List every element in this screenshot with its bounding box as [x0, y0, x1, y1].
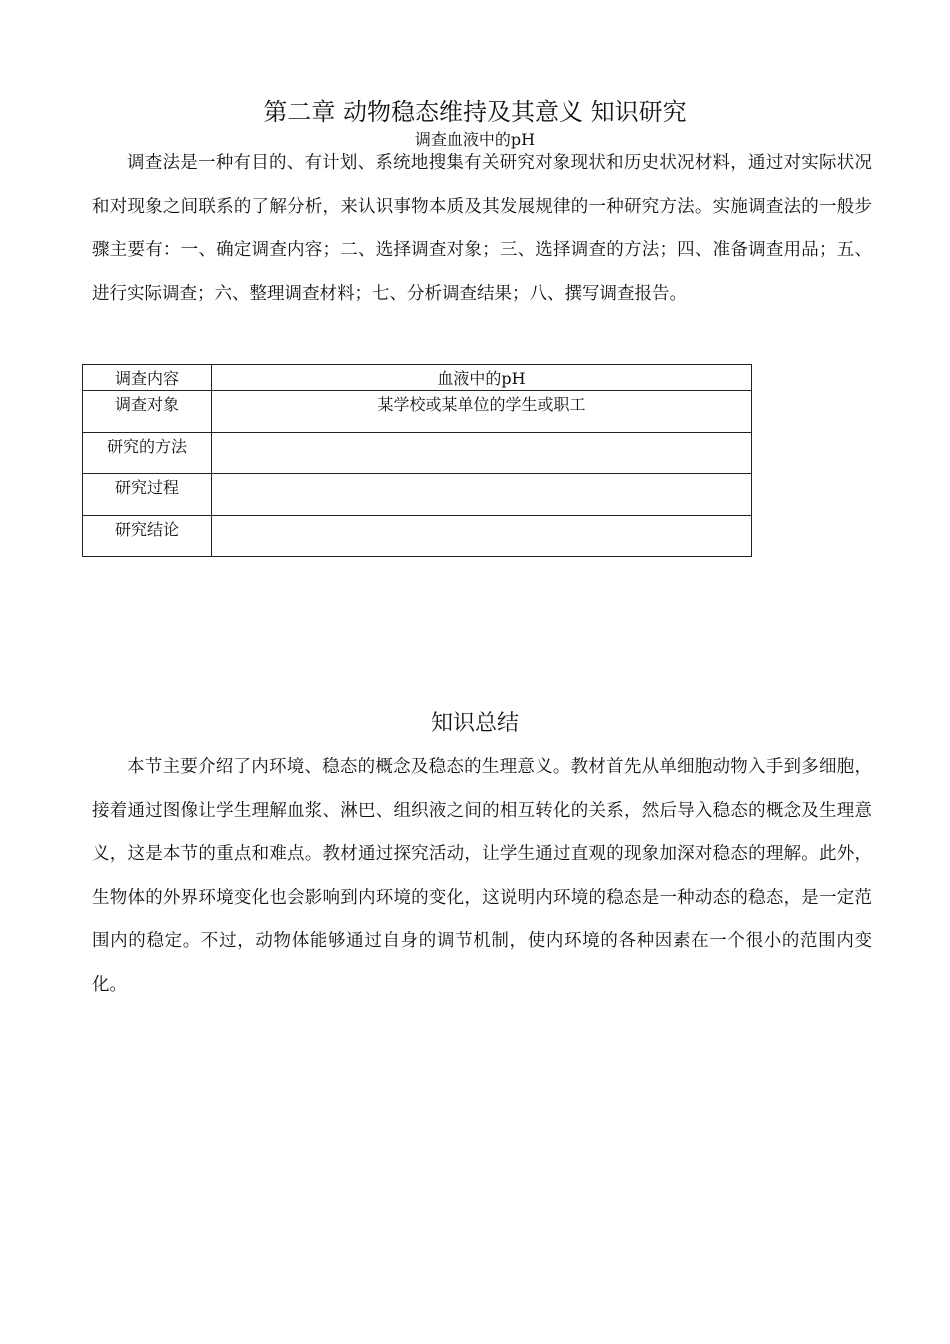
row-value	[212, 516, 752, 557]
row-label: 研究结论	[83, 516, 212, 557]
survey-table	[82, 364, 752, 557]
row-value: 血液中的pH	[212, 365, 752, 391]
summary-heading: 知识总结	[430, 711, 519, 736]
intro-paragraph: 调查法是一种有目的、有计划、系统地搜集有关研究对象现状和历史状况材料，通过对实际状况和对现象之间联系的了解分析，来认识事物本质及其发展规律的一种研究方法。实施调查法的一般步骤主要有：一、确定调查内容；二、选择调查对象；三、选择调查的方法；四、准备调查用品；五、进行实际调查；六、整理调查材料；七、分析调查结果；八、撰写调查报告。	[92, 153, 872, 304]
table-row	[83, 516, 752, 557]
summary-paragraph: 本节主要介绍了内环境、稳态的概念及稳态的生理意义。教材首先从单细胞动物入手到多细胞，接着通过图像让学生理解血浆、淋巴、组织液之间的相互转化的关系，然后导入稳态的概念及生理意义，这是本节的重点和难点。教材通过探究活动，让学生通过直观的现象加深对稳态的理解。此外，生物体的外界环境变化也会影响到内环境的变化，这说明内环境的稳态是一种动态的稳态，是一定范围内的稳定。不过，动物体能够通过自身的调节机制，使内环境的各种因素在一个很小的范围内变化。	[92, 757, 872, 995]
row-label: 调查对象	[83, 391, 212, 433]
table-row	[83, 433, 752, 474]
table-row	[83, 391, 752, 433]
row-label: 调查内容	[83, 365, 212, 391]
table-row	[83, 365, 752, 391]
row-value	[212, 433, 752, 474]
row-label: 研究的方法	[83, 433, 212, 474]
page-subtitle: 调查血液中的pH	[414, 130, 536, 149]
row-value: 某学校或某单位的学生或职工	[212, 391, 752, 433]
row-value	[212, 474, 752, 516]
table-row	[83, 474, 752, 516]
page-title: 第二章 动物稳态维持及其意义 知识研究	[263, 98, 687, 126]
row-label: 研究过程	[83, 474, 212, 516]
